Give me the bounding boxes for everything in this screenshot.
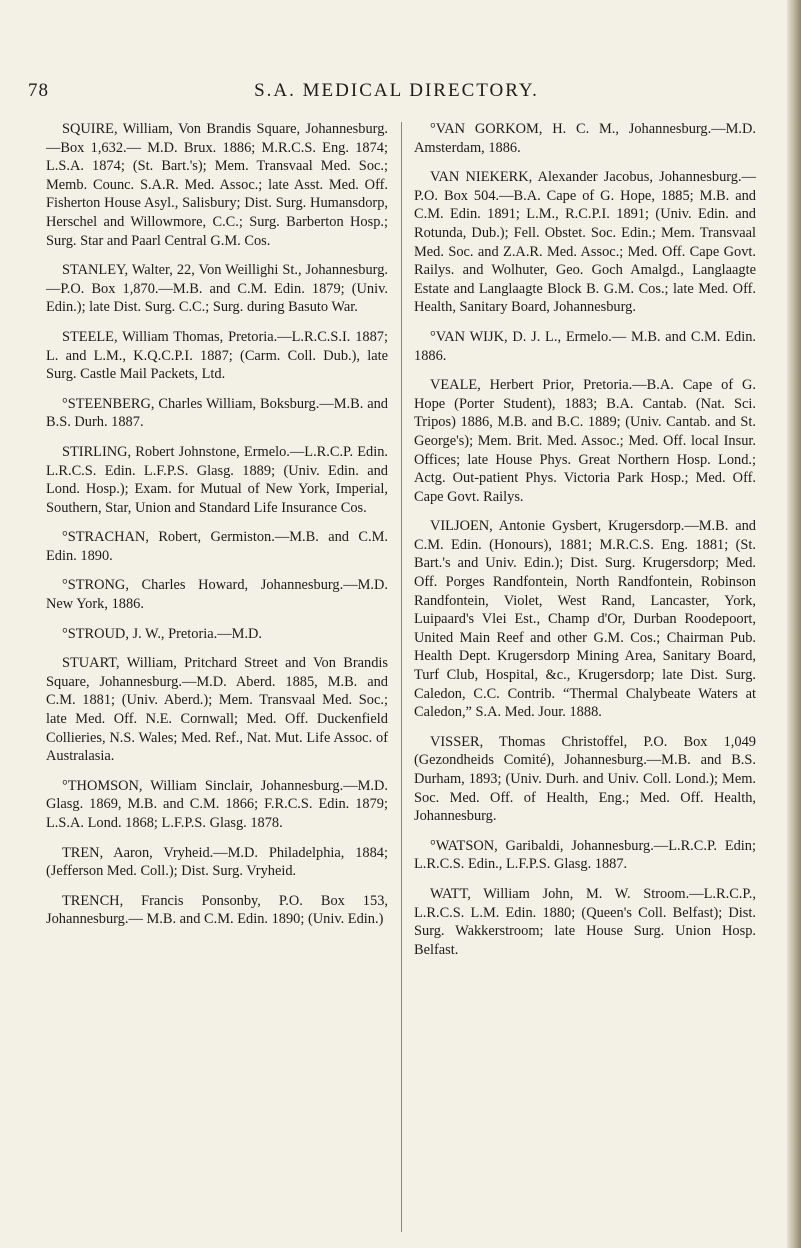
- directory-entry: °STRACHAN, Robert, Germiston.—M.B. and C.M. Edin. 1890.: [46, 529, 388, 564]
- directory-entry: STIRLING, Robert Johnstone, Ermelo.—L.R.C.P. Edin. L.R.C.S. Edin. L.F.P.S. Glasg. 1889; (Univ. Edin. and Lond. Hosp.); Exam. for Mutual of New York, Imperial, Southern, Star, Union and Standard Life Insurance Cos.: [46, 443, 388, 516]
- directory-entry: VISSER, Thomas Christoffel, P.O. Box 1,049 (Gezondheids Comité), Johannesburg.—M.B. and B.S. Durham, 1893; (Univ. Durh. and Univ. Coll. Lond.); Mem. Soc. Med. Off. of Health, Eng.; Med. Off. Health, Johannesburg.: [414, 733, 756, 825]
- directory-entry: TREN, Aaron, Vryheid.—M.D. Philadelphia, 1884; (Jefferson Med. Coll.); Dist. Surg. Vryheid.: [46, 844, 388, 880]
- directory-entry: °VAN WIJK, D. J. L., Ermelo.— M.B. and C.M. Edin. 1886.: [414, 328, 756, 364]
- directory-entry: SQUIRE, William, Von Brandis Square, Johannesburg.—Box 1,632.— M.D. Brux. 1886; M.R.C.S. Eng. 1874; L.S.A. 1874; (St. Bart.'s); Mem. Transvaal Med. Soc.; Memb. Counc. S.A.R. Med. Assoc.; late Asst. Med. Off. Fisherton House Asyl., Salisbury; Dist. Surg. Humansdorp, Herschel and Willowmore, C.C.; Surg. Barberton Hosp.; Surg. Star and Paarl Central G.M. Cos.: [46, 121, 388, 249]
- right-column: [414, 120, 756, 970]
- directory-entry: WATT, William John, M. W. Stroom.—L.R.C.P., L.R.C.S. L.M. Edin. 1880; (Queen's Coll. Belfast); Dist. Surg. Wakkerstroom; late House Surg. Union Hosp. Belfast.: [414, 885, 756, 958]
- left-column: [46, 120, 388, 940]
- page-edge: [787, 0, 801, 1248]
- directory-entry: °STRONG, Charles Howard, Johannesburg.—M.D. New York, 1886.: [46, 577, 388, 613]
- directory-entry: °WATSON, Garibaldi, Johannesburg.—L.R.C.P. Edin; L.R.C.S. Edin., L.F.P.S. Glasg. 1887.: [414, 837, 756, 873]
- directory-entry: °THOMSON, William Sinclair, Johannesburg.—M.D. Glasg. 1869, M.B. and C.M. 1866; F.R.C.S. Edin. 1879; L.S.A. Lond. 1868; L.F.P.S. Glasg. 1878.: [46, 777, 388, 831]
- directory-entry: °STROUD, J. W., Pretoria.—M.D.: [62, 625, 263, 642]
- directory-entry: VEALE, Herbert Prior, Pretoria.—B.A. Cape of G. Hope (Porter Student), 1883; B.A. Cantab. (Nat. Sci. Tripos) 1886, M.B. and B.C. 1889; (Univ. Cantab. and St. George's); Mem. Brit. Med. Assoc.; Med. Off. local Insur. Offices; late House Phys. Great Northern Hosp. Lond.; Actg. Out-patient Phys. Victoria Park Hosp.; Med. Off. Cape Govt. Railys.: [414, 377, 756, 505]
- directory-entry: TRENCH, Francis Ponsonby, P.O. Box 153, Johannesburg.— M.B. and C.M. Edin. 1890; (Univ. Edin.): [46, 892, 388, 928]
- directory-entry: °VAN GORKOM, H. C. M., Johannesburg.—M.D. Amsterdam, 1886.: [414, 121, 756, 156]
- directory-entry: VILJOEN, Antonie Gysbert, Krugersdorp.—M.B. and C.M. Edin. (Honours), 1881; M.R.C.S. Eng. 1881; (St. Bart.'s and Univ. Edin.); Dist. Surg. Krugersdorp; Med. Off. Porges Randfontein, North Randfontein, Robinson Randfontein, Violet, West Rand, Lancaster, York, Luipaard's Vlei Est., Champ d'Or, Durban Roodepoort, United Main Reef and other G.M. Cos.; Chairman Pub. Health Dept. Krugersdorp Mining Area, Sanitary Board, Turf Club, Hospital, &c., Krugersdorp; late Dist. Surg. Caledon, C.C. Contrib. “Thermal Chalybeate Waters at Caledon,” S.A. Med. Jour. 1888.: [414, 518, 756, 721]
- directory-entry: °STEENBERG, Charles William, Boksburg.—M.B. and B.S. Durh. 1887.: [46, 395, 388, 431]
- directory-entry: VAN NIEKERK, Alexander Jacobus, Johannesburg.—P.O. Box 504.—B.A. Cape of G. Hope, 1885; M.B. and C.M. Edin. 1891; L.M., R.C.P.I. 1891; (Univ. Edin. and Rotunda, Dub.); Fell. Obstet. Soc. Edin.; Mem. Transvaal Med. Soc. and Z.A.R. Med. Assoc.; Med. Off. Cape Govt. Railys. and Wolhuter, Geo. Goch Amalgd., Langlaagte Estate and Langlaagte Block B. G.M. Cos.; late Med. Off. Health, Sanitary Board, Johannesburg.: [414, 169, 756, 316]
- page-number: 78: [28, 80, 49, 101]
- directory-entry: STUART, William, Pritchard Street and Von Brandis Square, Johannesburg.—M.D. Aberd. 1885, M.B. and C.M. 1881; (Univ. Aberd.); Mem. Transvaal Med. Soc.; late Med. Off. N.E. Cornwall; Med. Off. Duckenfield Collieries, N.S. Wales; Med. Ref., Nat. Mut. Life Assoc. of Australasia.: [46, 655, 388, 765]
- directory-entry: STANLEY, Walter, 22, Von Weillighi St., Johannesburg.—P.O. Box 1,870.—M.B. and C.M. Edin. 1879; (Univ. Edin.); late Dist. Surg. C.C.; Surg. during Basuto War.: [46, 262, 388, 316]
- directory-entry: STEELE, William Thomas, Pretoria.—L.R.C.S.I. 1887; L. and L.M., K.Q.C.P.I. 1887; (Carm. Coll. Dub.), late Surg. Castle Mail Packets, Ltd.: [46, 328, 388, 383]
- page-header: [22, 80, 771, 110]
- column-divider: [401, 122, 402, 1232]
- running-head: S.A. MEDICAL DIRECTORY.: [254, 80, 539, 101]
